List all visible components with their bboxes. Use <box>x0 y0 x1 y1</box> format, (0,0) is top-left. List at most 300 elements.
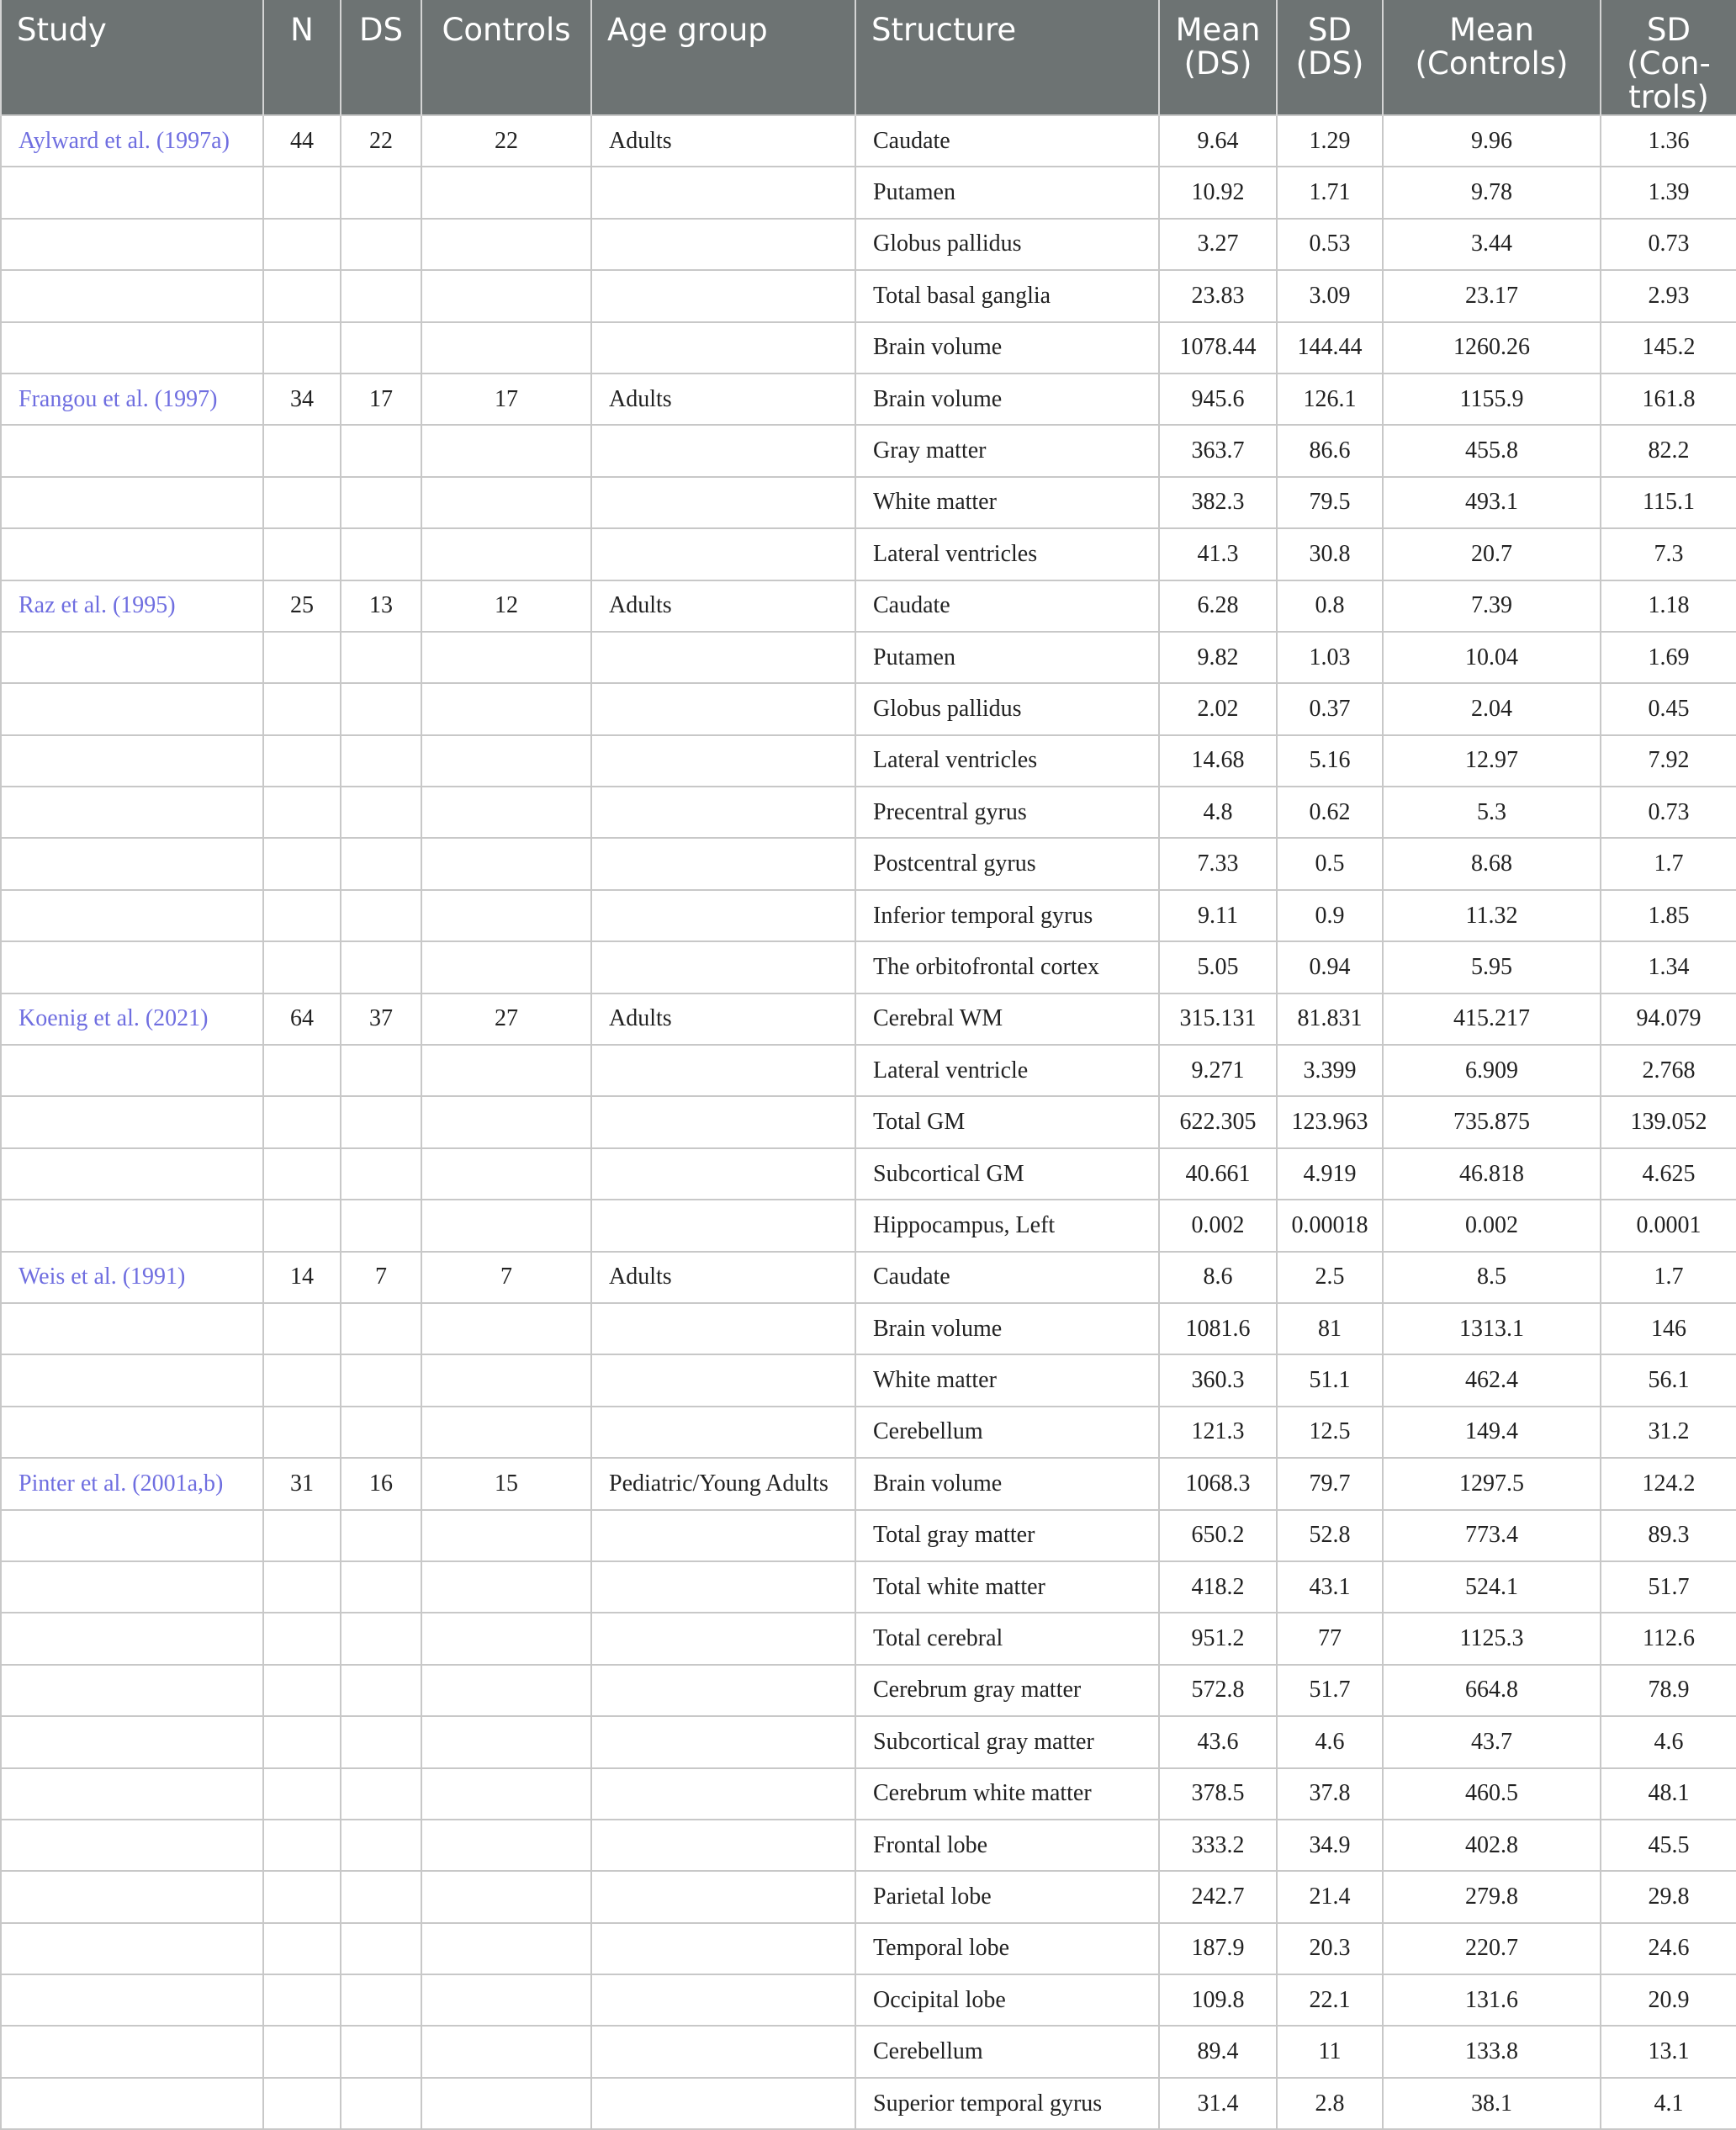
controls-cell <box>421 1974 591 2026</box>
n-cell <box>263 1354 341 1406</box>
study-cell <box>1 1923 263 1974</box>
sd-ds-cell: 20.3 <box>1277 1923 1383 1974</box>
mean-ds-cell: 0.002 <box>1159 1200 1277 1251</box>
study-cell <box>1 1871 263 1922</box>
sd-ds-cell: 11 <box>1277 2026 1383 2077</box>
age-group-cell <box>591 1148 855 1200</box>
n-cell <box>263 1820 341 1871</box>
controls-cell <box>421 477 591 528</box>
table-row <box>1 1871 1736 1922</box>
controls-cell <box>421 941 591 993</box>
sd-controls-cell: 4.1 <box>1601 2078 1736 2129</box>
sd-controls-cell: 4.625 <box>1601 1148 1736 1200</box>
n-cell <box>263 1768 341 1820</box>
mean-ds-cell: 333.2 <box>1159 1820 1277 1871</box>
study-cell <box>1 838 263 889</box>
age-group-cell <box>591 1510 855 1561</box>
ds-cell <box>341 477 421 528</box>
structure-cell: Parietal lobe <box>855 1871 1159 1922</box>
ds-cell <box>341 890 421 941</box>
ds-cell <box>341 1613 421 1664</box>
table-row <box>1 425 1736 476</box>
controls-cell <box>421 890 591 941</box>
controls-cell: 27 <box>421 993 591 1045</box>
sd-ds-cell: 12.5 <box>1277 1407 1383 1458</box>
sd-ds-cell: 0.9 <box>1277 890 1383 941</box>
age-group-cell <box>591 1716 855 1767</box>
n-cell <box>263 838 341 889</box>
table-row <box>1 322 1736 374</box>
age-group-cell <box>591 838 855 889</box>
sd-controls-cell: 1.69 <box>1601 632 1736 683</box>
study-cell[interactable]: Frangou et al. (1997) <box>1 374 263 425</box>
header-row <box>1 0 1736 115</box>
structure-cell: Subcortical GM <box>855 1148 1159 1200</box>
n-cell <box>263 425 341 476</box>
mean-ds-cell: 31.4 <box>1159 2078 1277 2129</box>
n-cell <box>263 735 341 787</box>
mean-controls-cell: 9.78 <box>1383 167 1601 218</box>
sd-controls-cell: 139.052 <box>1601 1096 1736 1147</box>
n-cell <box>263 1148 341 1200</box>
header-controls: Controls <box>421 0 591 115</box>
n-cell <box>263 1407 341 1458</box>
mean-controls-cell: 1155.9 <box>1383 374 1601 425</box>
controls-cell <box>421 1200 591 1251</box>
age-group-cell <box>591 1613 855 1664</box>
ds-cell <box>341 1045 421 1096</box>
mean-ds-cell: 3.27 <box>1159 219 1277 270</box>
study-cell <box>1 735 263 787</box>
n-cell <box>263 1974 341 2026</box>
ds-cell <box>341 1303 421 1354</box>
n-cell <box>263 1613 341 1664</box>
controls-cell: 15 <box>421 1458 591 1509</box>
age-group-cell <box>591 1871 855 1922</box>
ds-cell: 17 <box>341 374 421 425</box>
ds-cell <box>341 270 421 321</box>
structure-cell: Total basal ganglia <box>855 270 1159 321</box>
study-cell <box>1 2078 263 2129</box>
age-group-cell: Pediatric/Young Adults <box>591 1458 855 1509</box>
n-cell: 64 <box>263 993 341 1045</box>
mean-ds-cell: 9.82 <box>1159 632 1277 683</box>
sd-ds-cell: 0.37 <box>1277 683 1383 734</box>
structure-cell: Subcortical gray matter <box>855 1716 1159 1767</box>
controls-cell <box>421 2026 591 2077</box>
sd-ds-cell: 0.94 <box>1277 941 1383 993</box>
ds-cell <box>341 1923 421 1974</box>
sd-controls-cell: 1.18 <box>1601 580 1736 632</box>
sd-ds-cell: 21.4 <box>1277 1871 1383 1922</box>
structure-cell: Cerebellum <box>855 1407 1159 1458</box>
n-cell <box>263 528 341 580</box>
ds-cell <box>341 632 421 683</box>
table-body <box>1 115 1736 2129</box>
age-group-cell <box>591 477 855 528</box>
table-row <box>1 2026 1736 2077</box>
mean-ds-cell: 572.8 <box>1159 1665 1277 1716</box>
n-cell <box>263 1716 341 1767</box>
ds-cell <box>341 683 421 734</box>
study-cell <box>1 1148 263 1200</box>
mean-controls-cell: 5.95 <box>1383 941 1601 993</box>
table-row <box>1 735 1736 787</box>
sd-controls-cell: 24.6 <box>1601 1923 1736 1974</box>
n-cell: 31 <box>263 1458 341 1509</box>
sd-controls-cell: 78.9 <box>1601 1665 1736 1716</box>
mean-controls-cell: 149.4 <box>1383 1407 1601 1458</box>
n-cell <box>263 941 341 993</box>
sd-controls-cell: 45.5 <box>1601 1820 1736 1871</box>
sd-controls-cell: 1.36 <box>1601 115 1736 167</box>
table-row <box>1 1303 1736 1354</box>
n-cell <box>263 219 341 270</box>
study-cell[interactable]: Weis et al. (1991) <box>1 1252 263 1303</box>
table-row <box>1 1458 1736 1509</box>
header-mean-controls: Mean (Controls) <box>1383 0 1601 115</box>
ds-cell: 13 <box>341 580 421 632</box>
age-group-cell <box>591 1820 855 1871</box>
sd-ds-cell: 81.831 <box>1277 993 1383 1045</box>
structure-cell: Total gray matter <box>855 1510 1159 1561</box>
controls-cell <box>421 1148 591 1200</box>
mean-ds-cell: 5.05 <box>1159 941 1277 993</box>
age-group-cell <box>591 425 855 476</box>
study-cell <box>1 1096 263 1147</box>
table-row <box>1 1974 1736 2026</box>
sd-ds-cell: 5.16 <box>1277 735 1383 787</box>
header-sd-ds: SD (DS) <box>1277 0 1383 115</box>
ds-cell <box>341 1148 421 1200</box>
table-row <box>1 1716 1736 1767</box>
table-row <box>1 270 1736 321</box>
controls-cell <box>421 838 591 889</box>
n-cell <box>263 1923 341 1974</box>
ds-cell <box>341 838 421 889</box>
sd-controls-cell: 0.73 <box>1601 219 1736 270</box>
mean-ds-cell: 1081.6 <box>1159 1303 1277 1354</box>
table-row <box>1 1923 1736 1974</box>
sd-controls-cell: 1.39 <box>1601 167 1736 218</box>
mean-ds-cell: 1068.3 <box>1159 1458 1277 1509</box>
study-cell <box>1 270 263 321</box>
sd-controls-cell: 56.1 <box>1601 1354 1736 1406</box>
mean-controls-cell: 5.3 <box>1383 787 1601 838</box>
controls-cell: 7 <box>421 1252 591 1303</box>
sd-ds-cell: 0.53 <box>1277 219 1383 270</box>
structure-cell: Total white matter <box>855 1561 1159 1613</box>
n-cell <box>263 890 341 941</box>
study-cell[interactable]: Koenig et al. (2021) <box>1 993 263 1045</box>
controls-cell <box>421 787 591 838</box>
header-mean-ds: Mean (DS) <box>1159 0 1277 115</box>
ds-cell <box>341 1354 421 1406</box>
sd-ds-cell: 123.963 <box>1277 1096 1383 1147</box>
n-cell <box>263 1045 341 1096</box>
structure-cell: Inferior temporal gyrus <box>855 890 1159 941</box>
controls-cell <box>421 322 591 374</box>
controls-cell <box>421 1354 591 1406</box>
mean-ds-cell: 109.8 <box>1159 1974 1277 2026</box>
controls-cell <box>421 270 591 321</box>
ds-cell <box>341 219 421 270</box>
table-row <box>1 374 1736 425</box>
ds-cell <box>341 1974 421 2026</box>
sd-ds-cell: 0.00018 <box>1277 1200 1383 1251</box>
sd-ds-cell: 77 <box>1277 1613 1383 1664</box>
sd-controls-cell: 13.1 <box>1601 2026 1736 2077</box>
sd-controls-cell: 145.2 <box>1601 322 1736 374</box>
structure-cell: Cerebrum gray matter <box>855 1665 1159 1716</box>
ds-cell <box>341 1561 421 1613</box>
structure-cell: Brain volume <box>855 1303 1159 1354</box>
mean-controls-cell: 524.1 <box>1383 1561 1601 1613</box>
sd-ds-cell: 51.1 <box>1277 1354 1383 1406</box>
ds-cell <box>341 1407 421 1458</box>
sd-ds-cell: 2.5 <box>1277 1252 1383 1303</box>
mean-controls-cell: 402.8 <box>1383 1820 1601 1871</box>
n-cell <box>263 787 341 838</box>
structure-cell: Caudate <box>855 115 1159 167</box>
study-cell[interactable]: Aylward et al. (1997a) <box>1 115 263 167</box>
mean-ds-cell: 9.64 <box>1159 115 1277 167</box>
sd-ds-cell: 86.6 <box>1277 425 1383 476</box>
mean-ds-cell: 41.3 <box>1159 528 1277 580</box>
n-cell <box>263 683 341 734</box>
age-group-cell <box>591 1768 855 1820</box>
ds-cell <box>341 1871 421 1922</box>
mean-controls-cell: 1313.1 <box>1383 1303 1601 1354</box>
mean-ds-cell: 2.02 <box>1159 683 1277 734</box>
mean-controls-cell: 3.44 <box>1383 219 1601 270</box>
study-cell <box>1 1354 263 1406</box>
sd-ds-cell: 34.9 <box>1277 1820 1383 1871</box>
table-row <box>1 1613 1736 1664</box>
study-cell <box>1 322 263 374</box>
sd-controls-cell: 0.73 <box>1601 787 1736 838</box>
table-row <box>1 683 1736 734</box>
mean-controls-cell: 11.32 <box>1383 890 1601 941</box>
structure-cell: White matter <box>855 477 1159 528</box>
n-cell <box>263 167 341 218</box>
sd-ds-cell: 4.919 <box>1277 1148 1383 1200</box>
mean-controls-cell: 220.7 <box>1383 1923 1601 1974</box>
table-row <box>1 528 1736 580</box>
sd-controls-cell: 7.3 <box>1601 528 1736 580</box>
ds-cell <box>341 1200 421 1251</box>
mean-controls-cell: 0.002 <box>1383 1200 1601 1251</box>
age-group-cell <box>591 270 855 321</box>
n-cell <box>263 1200 341 1251</box>
controls-cell <box>421 735 591 787</box>
controls-cell <box>421 1096 591 1147</box>
controls-cell <box>421 1768 591 1820</box>
n-cell <box>263 2078 341 2129</box>
mean-controls-cell: 10.04 <box>1383 632 1601 683</box>
sd-ds-cell: 37.8 <box>1277 1768 1383 1820</box>
ds-cell <box>341 1768 421 1820</box>
ds-cell <box>341 2078 421 2129</box>
controls-cell <box>421 167 591 218</box>
sd-controls-cell: 89.3 <box>1601 1510 1736 1561</box>
n-cell: 34 <box>263 374 341 425</box>
sd-controls-cell: 51.7 <box>1601 1561 1736 1613</box>
study-cell <box>1 683 263 734</box>
mean-ds-cell: 622.305 <box>1159 1096 1277 1147</box>
sd-controls-cell: 161.8 <box>1601 374 1736 425</box>
table-row <box>1 838 1736 889</box>
age-group-cell <box>591 2026 855 2077</box>
table-row <box>1 1510 1736 1561</box>
controls-cell <box>421 1665 591 1716</box>
mean-ds-cell: 945.6 <box>1159 374 1277 425</box>
controls-cell: 17 <box>421 374 591 425</box>
ds-cell: 22 <box>341 115 421 167</box>
sd-ds-cell: 1.71 <box>1277 167 1383 218</box>
n-cell <box>263 1561 341 1613</box>
ds-cell <box>341 425 421 476</box>
structure-cell: Precentral gyrus <box>855 787 1159 838</box>
structure-cell: The orbitofrontal cortex <box>855 941 1159 993</box>
study-cell <box>1 1665 263 1716</box>
controls-cell: 22 <box>421 115 591 167</box>
mean-ds-cell: 418.2 <box>1159 1561 1277 1613</box>
sd-ds-cell: 4.6 <box>1277 1716 1383 1767</box>
controls-cell <box>421 632 591 683</box>
study-cell <box>1 632 263 683</box>
mean-ds-cell: 382.3 <box>1159 477 1277 528</box>
age-group-cell <box>591 632 855 683</box>
structure-cell: Temporal lobe <box>855 1923 1159 1974</box>
sd-ds-cell: 79.5 <box>1277 477 1383 528</box>
structure-cell: Cerebral WM <box>855 993 1159 1045</box>
ds-cell <box>341 1665 421 1716</box>
sd-controls-cell: 124.2 <box>1601 1458 1736 1509</box>
table-row <box>1 1148 1736 1200</box>
mean-controls-cell: 1260.26 <box>1383 322 1601 374</box>
structure-cell: Lateral ventricles <box>855 735 1159 787</box>
sd-controls-cell: 7.92 <box>1601 735 1736 787</box>
n-cell: 44 <box>263 115 341 167</box>
mean-ds-cell: 1078.44 <box>1159 322 1277 374</box>
study-cell <box>1 425 263 476</box>
controls-cell <box>421 1716 591 1767</box>
age-group-cell <box>591 1561 855 1613</box>
structure-cell: Total cerebral <box>855 1613 1159 1664</box>
mean-ds-cell: 8.6 <box>1159 1252 1277 1303</box>
controls-cell <box>421 528 591 580</box>
header-ds: DS <box>341 0 421 115</box>
sd-controls-cell: 0.45 <box>1601 683 1736 734</box>
structure-cell: Lateral ventricle <box>855 1045 1159 1096</box>
ds-cell: 37 <box>341 993 421 1045</box>
mean-controls-cell: 7.39 <box>1383 580 1601 632</box>
study-cell[interactable]: Pinter et al. (2001a,b) <box>1 1458 263 1509</box>
mean-ds-cell: 43.6 <box>1159 1716 1277 1767</box>
header-age-group: Age group <box>591 0 855 115</box>
mean-ds-cell: 187.9 <box>1159 1923 1277 1974</box>
mean-ds-cell: 23.83 <box>1159 270 1277 321</box>
sd-ds-cell: 81 <box>1277 1303 1383 1354</box>
sd-controls-cell: 2.768 <box>1601 1045 1736 1096</box>
ds-cell <box>341 322 421 374</box>
age-group-cell: Adults <box>591 580 855 632</box>
sd-ds-cell: 3.399 <box>1277 1045 1383 1096</box>
n-cell <box>263 1871 341 1922</box>
age-group-cell <box>591 1200 855 1251</box>
structure-cell: Globus pallidus <box>855 219 1159 270</box>
sd-ds-cell: 52.8 <box>1277 1510 1383 1561</box>
ds-cell <box>341 787 421 838</box>
study-cell <box>1 1200 263 1251</box>
mean-controls-cell: 415.217 <box>1383 993 1601 1045</box>
table-row <box>1 2078 1736 2129</box>
header-n: N <box>263 0 341 115</box>
sd-ds-cell: 0.62 <box>1277 787 1383 838</box>
sd-controls-cell: 1.7 <box>1601 1252 1736 1303</box>
ds-cell <box>341 2026 421 2077</box>
age-group-cell <box>591 1096 855 1147</box>
table-row <box>1 1354 1736 1406</box>
age-group-cell: Adults <box>591 374 855 425</box>
controls-cell <box>421 1510 591 1561</box>
mean-controls-cell: 12.97 <box>1383 735 1601 787</box>
study-cell <box>1 1820 263 1871</box>
structure-cell: Globus pallidus <box>855 683 1159 734</box>
structure-cell: Cerebrum white matter <box>855 1768 1159 1820</box>
sd-ds-cell: 0.8 <box>1277 580 1383 632</box>
study-cell <box>1 1510 263 1561</box>
study-cell <box>1 1045 263 1096</box>
n-cell <box>263 322 341 374</box>
age-group-cell <box>591 1303 855 1354</box>
mean-controls-cell: 2.04 <box>1383 683 1601 734</box>
study-cell <box>1 1561 263 1613</box>
mean-ds-cell: 360.3 <box>1159 1354 1277 1406</box>
sd-controls-cell: 31.2 <box>1601 1407 1736 1458</box>
table-row <box>1 890 1736 941</box>
study-cell <box>1 477 263 528</box>
structure-cell: Cerebellum <box>855 2026 1159 2077</box>
header-study: Study <box>1 0 263 115</box>
sd-ds-cell: 79.7 <box>1277 1458 1383 1509</box>
study-cell <box>1 941 263 993</box>
age-group-cell <box>591 890 855 941</box>
n-cell <box>263 270 341 321</box>
structure-cell: Putamen <box>855 632 1159 683</box>
mean-ds-cell: 242.7 <box>1159 1871 1277 1922</box>
mean-controls-cell: 9.96 <box>1383 115 1601 167</box>
study-cell[interactable]: Raz et al. (1995) <box>1 580 263 632</box>
sd-controls-cell: 146 <box>1601 1303 1736 1354</box>
table-row <box>1 167 1736 218</box>
table-row <box>1 632 1736 683</box>
age-group-cell <box>591 322 855 374</box>
mean-controls-cell: 1125.3 <box>1383 1613 1601 1664</box>
study-cell <box>1 1613 263 1664</box>
sd-controls-cell: 82.2 <box>1601 425 1736 476</box>
sd-ds-cell: 3.09 <box>1277 270 1383 321</box>
table-row <box>1 115 1736 167</box>
ds-cell <box>341 1510 421 1561</box>
table-row <box>1 1096 1736 1147</box>
n-cell <box>263 1096 341 1147</box>
mean-controls-cell: 455.8 <box>1383 425 1601 476</box>
table-row <box>1 787 1736 838</box>
table-row <box>1 1768 1736 1820</box>
mean-controls-cell: 735.875 <box>1383 1096 1601 1147</box>
